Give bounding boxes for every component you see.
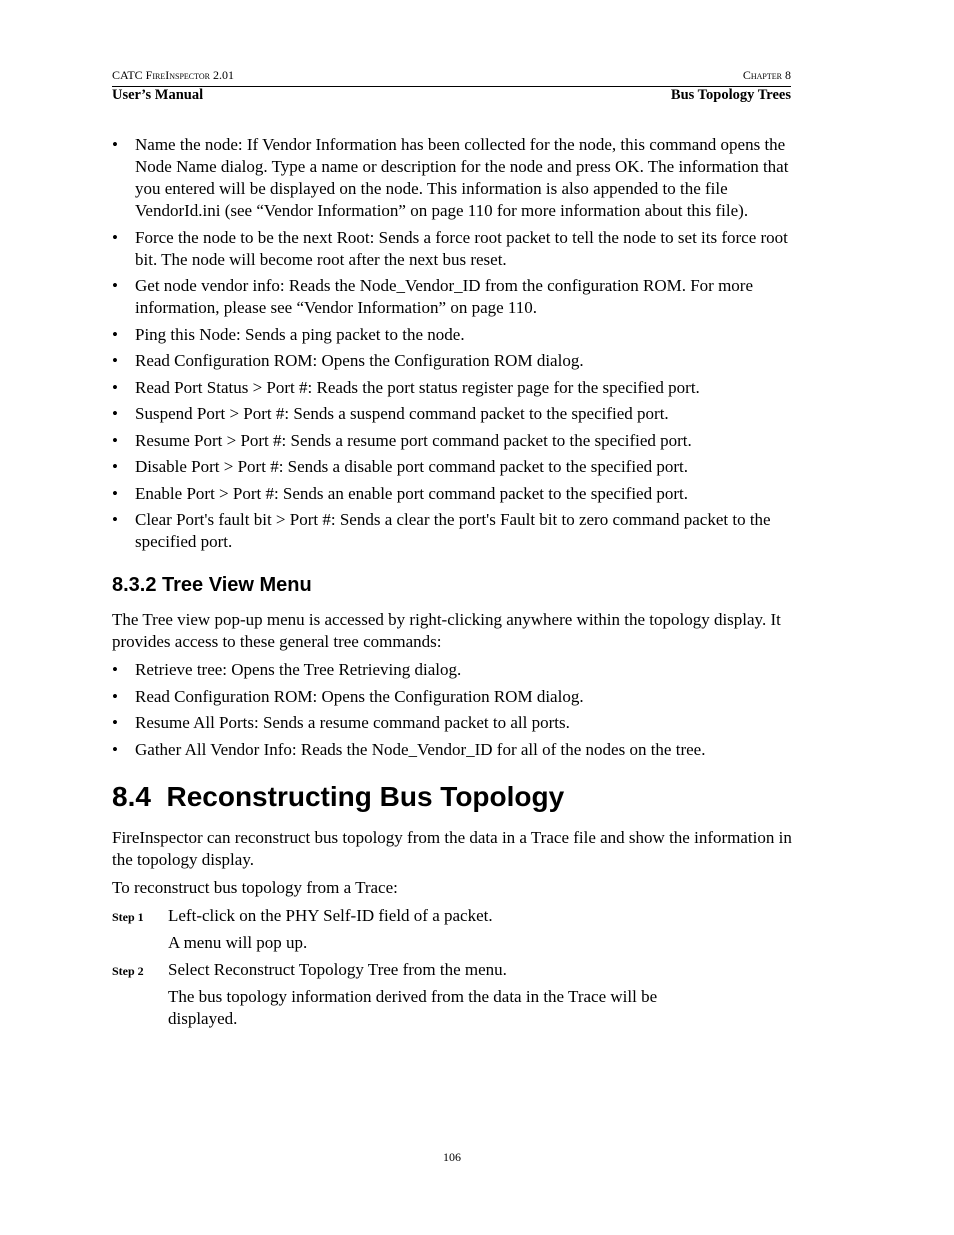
section-title: Bus Topology Trees	[670, 87, 791, 103]
list-item: • Suspend Port > Port #: Sends a suspend command packet to the specified port.	[112, 404, 669, 423]
list-item: • Get node vendor info: Reads the Node_Vendor_ID from the configuration ROM. For more information, please see “Vendor Information” on page 110.	[112, 276, 754, 317]
list-item: • Read Port Status > Port #: Reads the port status register page for the specified port.	[112, 377, 700, 397]
step-text: Select Reconstruct Topology Tree from the menu.	[168, 959, 507, 979]
product-name: CATC FireInspector 2.01	[112, 68, 234, 82]
list-item: • Ping this Node: Sends a ping packet to the node.	[112, 324, 465, 344]
reconstruct-para-1: FireInspector can reconstruct bus topology from the data in a Trace file and show the information in the topology display.	[112, 827, 792, 869]
step-2-note: The bus topology information derived from the data in the Trace will be displayed.	[168, 986, 658, 1028]
list-item: • Clear Port's fault bit > Port #: Sends a clear the port's Fault bit to zero command packet to the specified port.	[112, 510, 771, 551]
node-menu-list	[112, 134, 802, 553]
running-header-top	[112, 68, 791, 83]
tree-view-list	[112, 659, 802, 761]
list-item: • Disable Port > Port #: Sends a disable port command packet to the specified port.	[112, 457, 688, 476]
step-2	[112, 959, 802, 981]
list-item: • Gather All Vendor Info: Reads the Node_Vendor_ID for all of the nodes on the tree.	[112, 739, 706, 759]
tree-view-intro: The Tree view pop-up menu is accessed by right-clicking anywhere within the topology display. It provides access to these general tree commands:	[112, 610, 781, 651]
list-item: • Force the node to be the next Root: Sends a force root packet to tell the node to set its force root bit. The node will become root after the next bus reset.	[112, 227, 788, 269]
step-label: Step 1	[112, 909, 144, 924]
list-item: • Name the node: If Vendor Information has been collected for the node, this command opens the Node Name dialog. Type a name or description for the node and press OK. The information that you entered will be displayed on the node. This information is also appended to the file VendorId.ini (see “Vendor Information” on page 110 for more information about this file).	[112, 135, 789, 220]
list-item: • Read Configuration ROM: Opens the Configuration ROM dialog.	[112, 686, 584, 706]
reconstruct-heading: 8.4 Reconstructing Bus Topology	[112, 780, 565, 812]
reconstruct-para-2: To reconstruct bus topology from a Trace:	[112, 877, 398, 897]
list-item: • Read Configuration ROM: Opens the Configuration ROM dialog.	[112, 351, 584, 370]
running-header-bottom	[112, 86, 791, 104]
page-content	[112, 134, 802, 1035]
page-number: 106	[443, 1150, 461, 1164]
step-1-note: A menu will pop up.	[168, 932, 308, 952]
list-item: • Resume Port > Port #: Sends a resume port command packet to the specified port.	[112, 430, 692, 450]
step-1	[112, 905, 802, 927]
step-label: Step 2	[112, 963, 144, 978]
manual-title: User’s Manual	[112, 87, 204, 103]
chapter-label: Chapter 8	[742, 68, 791, 82]
tree-view-heading: 8.3.2 Tree View Menu	[112, 574, 312, 596]
list-item: • Retrieve tree: Opens the Tree Retrieving dialog.	[112, 660, 462, 679]
list-item: • Enable Port > Port #: Sends an enable port command packet to the specified port.	[112, 483, 688, 503]
step-text: Left-click on the PHY Self-ID field of a packet.	[168, 905, 493, 925]
list-item: • Resume All Ports: Sends a resume command packet to all ports.	[112, 713, 570, 732]
